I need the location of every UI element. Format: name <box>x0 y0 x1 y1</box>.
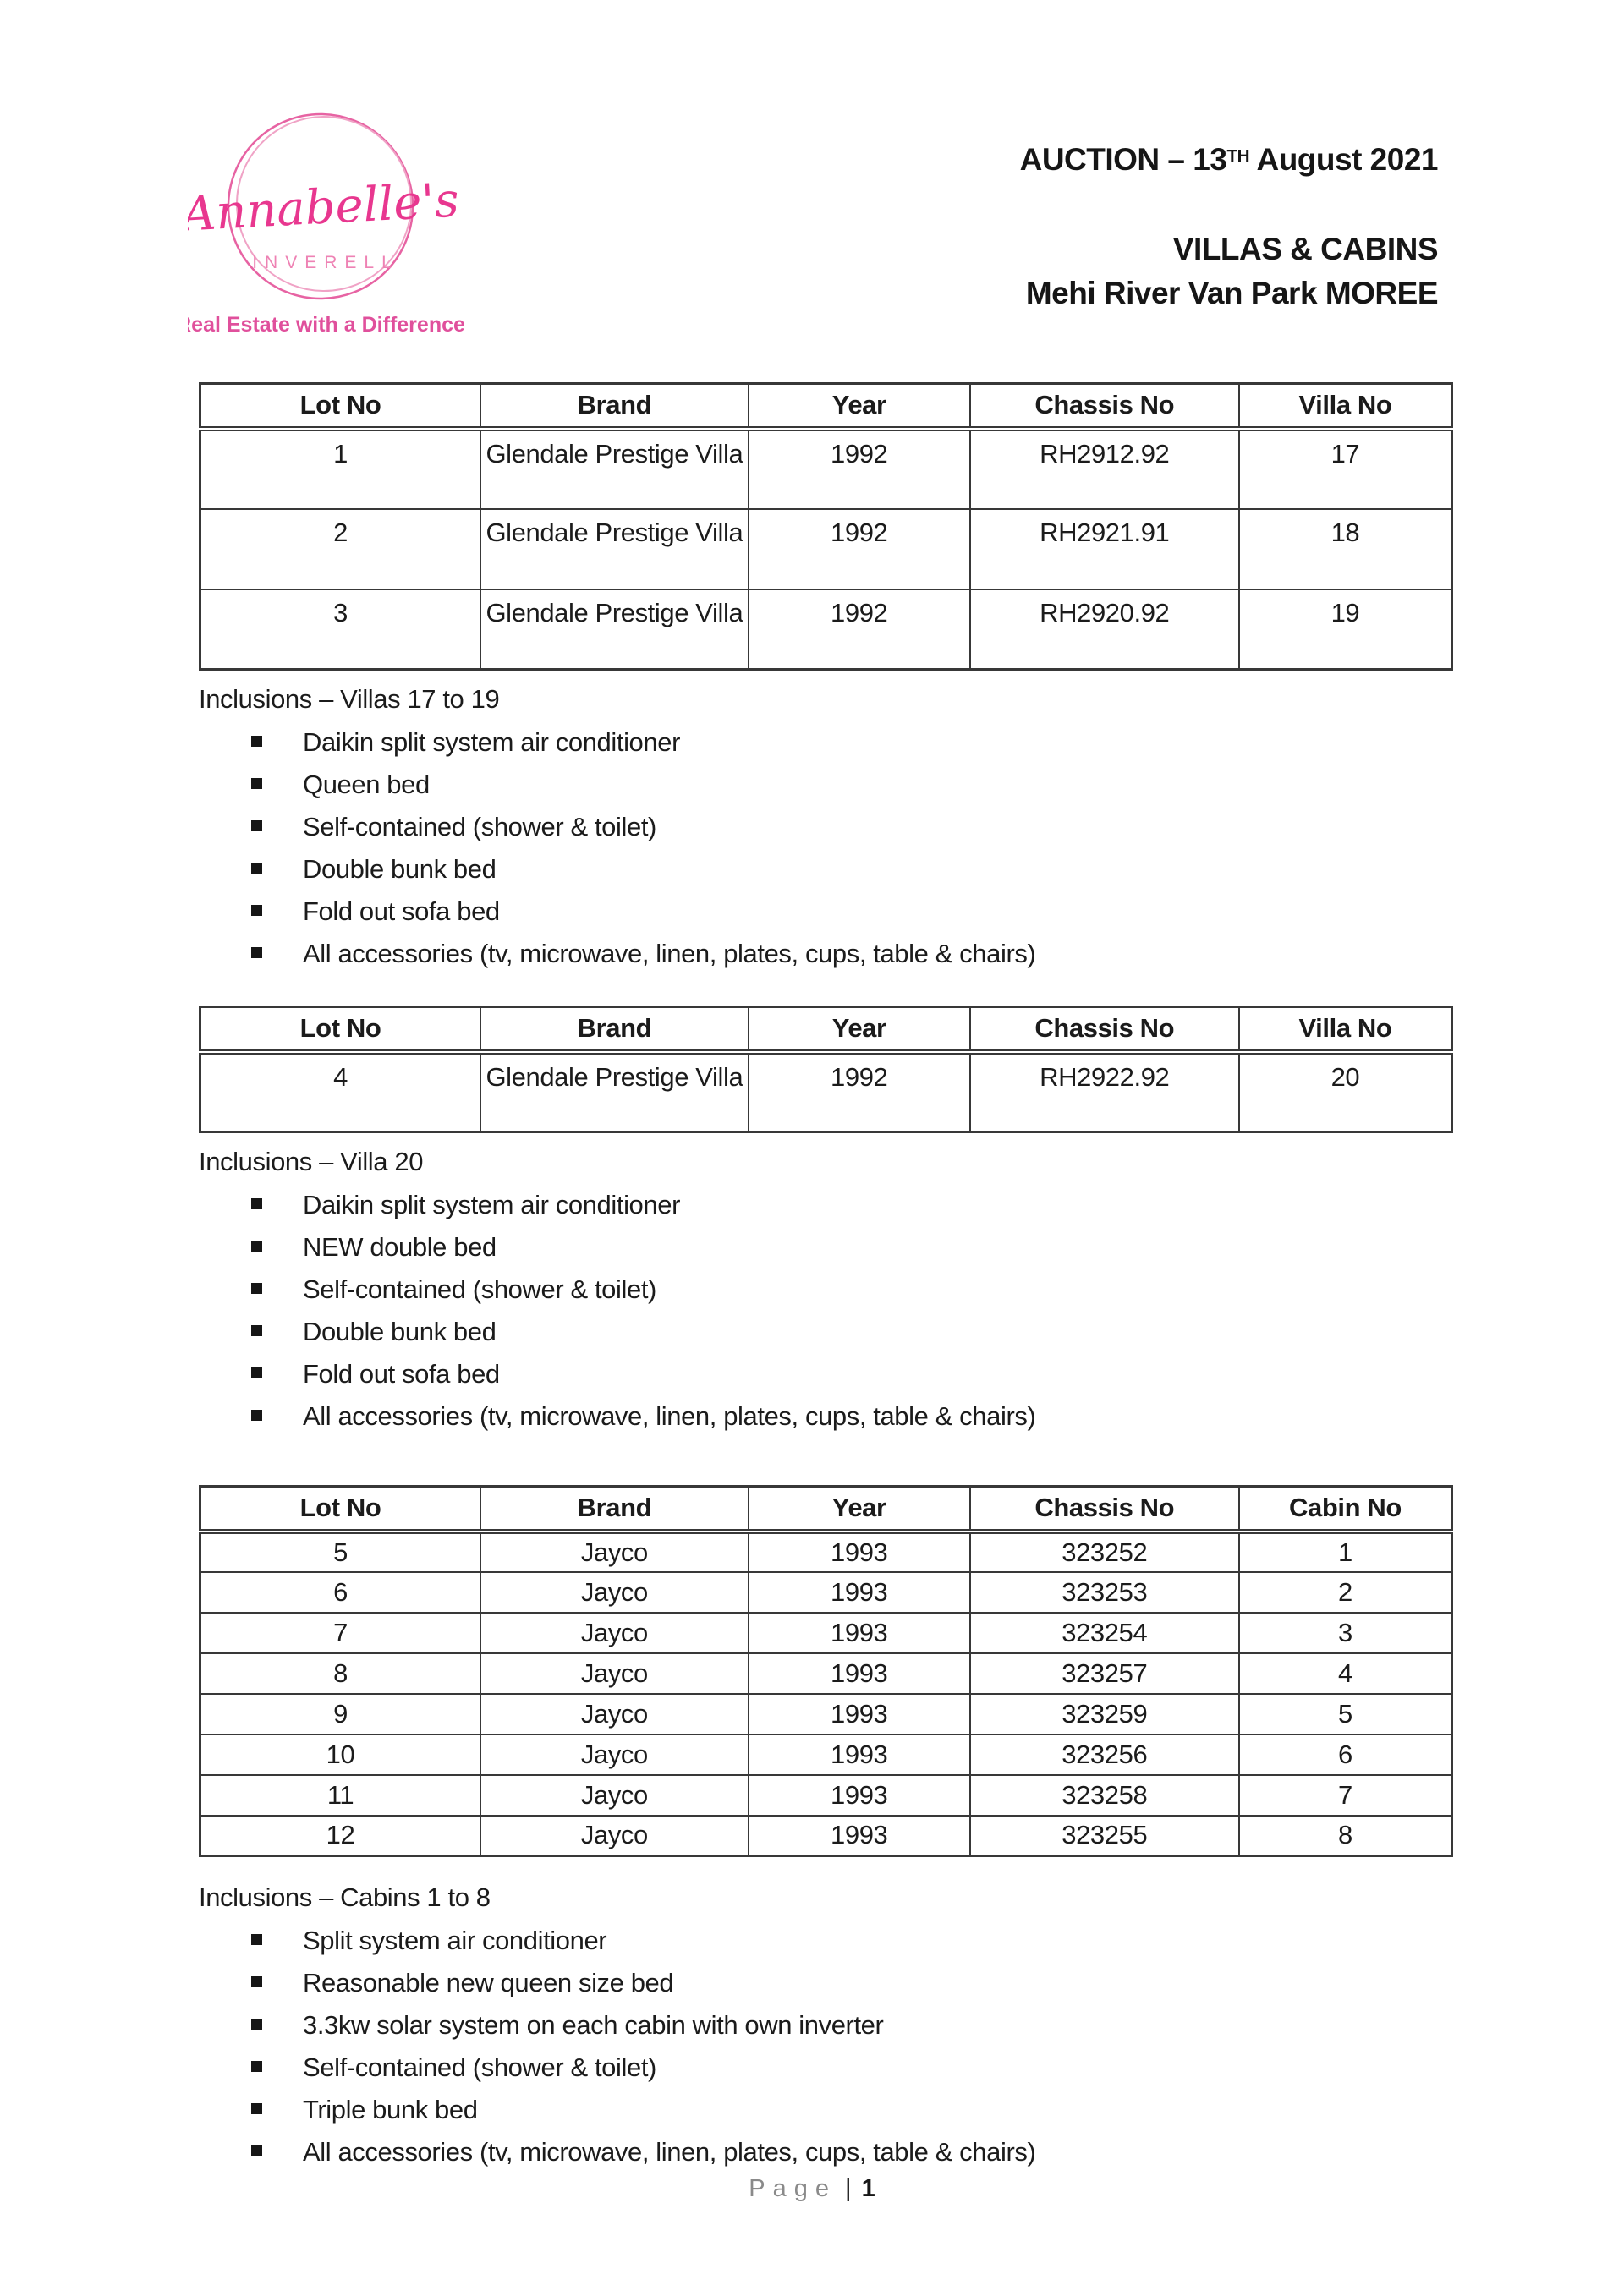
cell-chassis-no: RH2912.92 <box>970 429 1239 509</box>
cell-lot-no: 2 <box>200 509 481 589</box>
page-separator: | <box>845 2175 852 2202</box>
col-header-lot-no: Lot No <box>200 1007 481 1052</box>
cell-year: 1993 <box>749 1816 970 1856</box>
villas-table-2 <box>199 1006 1453 1133</box>
cell-brand: Jayco <box>480 1532 749 1572</box>
cell-lot-no: 8 <box>200 1653 481 1694</box>
cell-chassis-no: 323255 <box>970 1816 1239 1856</box>
cell-lot-no: 10 <box>200 1734 481 1775</box>
list-item <box>199 1274 1453 1316</box>
cell-chassis-no: RH2920.92 <box>970 589 1239 670</box>
list-item <box>199 2009 1453 2052</box>
bullet-square-icon <box>251 2019 262 2030</box>
inclusion-item: Triple bunk bed <box>303 2095 478 2124</box>
inclusion-item: Daikin split system air conditioner <box>303 1190 681 1219</box>
cell-year: 1993 <box>749 1572 970 1613</box>
page-footer <box>0 2175 1624 2203</box>
inclusions-heading-villa-20: Inclusions – Villa 20 <box>199 1147 424 1176</box>
col-header-chassis-no: Chassis No <box>970 1487 1239 1532</box>
col-header-lot-no: Lot No <box>200 1487 481 1532</box>
inclusion-item: Double bunk bed <box>303 854 497 884</box>
list-item <box>199 938 1453 980</box>
table-row <box>200 1816 1452 1856</box>
cell-brand: Jayco <box>480 1613 749 1653</box>
logo-script-text: Annabelle's <box>188 173 461 243</box>
list-item <box>199 811 1453 853</box>
inclusions-heading-villas-17-19: Inclusions – Villas 17 to 19 <box>199 684 500 714</box>
cell-year: 1992 <box>749 429 970 509</box>
auction-title-suffix: August 2021 <box>1249 142 1438 177</box>
cell-brand: Jayco <box>480 1775 749 1816</box>
cell-chassis-no: 323254 <box>970 1613 1239 1653</box>
table-row <box>200 1653 1452 1694</box>
inclusion-item: Split system air conditioner <box>303 1926 607 1955</box>
cell-lot-no: 9 <box>200 1694 481 1734</box>
cell-lot-no: 7 <box>200 1613 481 1653</box>
cell-year: 1992 <box>749 589 970 670</box>
inclusions-list-villa-20 <box>199 1189 1453 1443</box>
cabins-table <box>199 1485 1453 1857</box>
inclusion-item: Self-contained (shower & toilet) <box>303 812 656 841</box>
table-header-row <box>200 1007 1452 1052</box>
cell-year: 1993 <box>749 1653 970 1694</box>
list-item <box>199 1231 1453 1274</box>
inclusion-item: Fold out sofa bed <box>303 1359 500 1389</box>
cell-brand: Jayco <box>480 1734 749 1775</box>
cell-year: 1993 <box>749 1694 970 1734</box>
bullet-square-icon <box>251 2061 262 2072</box>
list-item <box>199 2052 1453 2094</box>
table-row <box>200 589 1452 670</box>
cell-lot-no: 12 <box>200 1816 481 1856</box>
bullet-square-icon <box>251 947 262 958</box>
cell-year: 1993 <box>749 1613 970 1653</box>
col-header-brand: Brand <box>480 384 749 429</box>
inclusion-item: Fold out sofa bed <box>303 896 500 926</box>
cell-brand: Glendale Prestige Villa <box>480 589 749 670</box>
cell-brand: Glendale Prestige Villa <box>480 429 749 509</box>
cell-villa-no: 20 <box>1239 1052 1452 1132</box>
cell-chassis-no: 323253 <box>970 1572 1239 1613</box>
cell-brand: Jayco <box>480 1694 749 1734</box>
table-row <box>200 1052 1452 1132</box>
cell-lot-no: 5 <box>200 1532 481 1572</box>
content-column <box>199 382 1453 2178</box>
bullet-square-icon <box>251 778 262 789</box>
cell-lot-no: 4 <box>200 1052 481 1132</box>
page-number: 1 <box>861 2175 875 2202</box>
bullet-square-icon <box>251 736 262 747</box>
cell-chassis-no: RH2921.91 <box>970 509 1239 589</box>
auction-subtitle: VILLAS & CABINS <box>1172 232 1438 266</box>
list-item <box>199 1358 1453 1400</box>
table-header-row <box>200 1487 1452 1532</box>
col-header-year: Year <box>749 384 970 429</box>
table-row <box>200 1572 1452 1613</box>
bullet-square-icon <box>251 1198 262 1209</box>
cell-cabin-no: 4 <box>1239 1653 1452 1694</box>
cell-brand: Glendale Prestige Villa <box>480 509 749 589</box>
cell-brand: Jayco <box>480 1572 749 1613</box>
inclusion-item: Self-contained (shower & toilet) <box>303 1274 656 1304</box>
auction-title <box>1020 140 1438 184</box>
cell-chassis-no: RH2922.92 <box>970 1052 1239 1132</box>
cell-cabin-no: 2 <box>1239 1572 1452 1613</box>
bullet-square-icon <box>251 905 262 916</box>
list-item <box>199 896 1453 938</box>
logo-tagline-text: Real Estate with a Difference <box>188 313 465 337</box>
list-item <box>199 726 1453 769</box>
logo-location-text: INVERELL <box>252 253 399 272</box>
bullet-square-icon <box>251 820 262 831</box>
list-item <box>199 853 1453 896</box>
cell-year: 1993 <box>749 1775 970 1816</box>
bullet-square-icon <box>251 2103 262 2114</box>
cell-brand: Jayco <box>480 1816 749 1856</box>
cell-cabin-no: 3 <box>1239 1613 1452 1653</box>
list-item <box>199 1316 1453 1358</box>
cell-cabin-no: 6 <box>1239 1734 1452 1775</box>
inclusions-list-villas-17-19 <box>199 726 1453 980</box>
page-header <box>1020 140 1438 313</box>
col-header-villa-no: Villa No <box>1239 384 1452 429</box>
cell-chassis-no: 323259 <box>970 1694 1239 1734</box>
table-header-row <box>200 384 1452 429</box>
bullet-square-icon <box>251 1325 262 1336</box>
cell-brand: Glendale Prestige Villa <box>480 1052 749 1132</box>
auction-title-ordinal: TH <box>1226 145 1250 166</box>
villas-table-1 <box>199 382 1453 671</box>
col-header-cabin-no: Cabin No <box>1239 1487 1452 1532</box>
inclusion-item: Reasonable new queen size bed <box>303 1968 674 1997</box>
inclusion-item: Double bunk bed <box>303 1317 497 1346</box>
bullet-square-icon <box>251 1410 262 1421</box>
bullet-square-icon <box>251 1241 262 1252</box>
cell-year: 1992 <box>749 509 970 589</box>
cell-chassis-no: 323257 <box>970 1653 1239 1694</box>
list-item <box>199 2094 1453 2136</box>
cell-cabin-no: 8 <box>1239 1816 1452 1856</box>
inclusion-item: All accessories (tv, microwave, linen, plates, cups, table & chairs) <box>303 1401 1036 1431</box>
cell-brand: Jayco <box>480 1653 749 1694</box>
inclusion-item: All accessories (tv, microwave, linen, plates, cups, table & chairs) <box>303 2137 1036 2167</box>
col-header-lot-no: Lot No <box>200 384 481 429</box>
inclusions-heading-cabins-1-8: Inclusions – Cabins 1 to 8 <box>199 1882 491 1912</box>
list-item <box>199 1925 1453 1967</box>
cell-year: 1992 <box>749 1052 970 1132</box>
cell-year: 1993 <box>749 1734 970 1775</box>
inclusion-item: Self-contained (shower & toilet) <box>303 2052 656 2082</box>
table-row <box>200 1613 1452 1653</box>
col-header-year: Year <box>749 1007 970 1052</box>
col-header-villa-no: Villa No <box>1239 1007 1452 1052</box>
cell-lot-no: 3 <box>200 589 481 670</box>
cell-cabin-no: 1 <box>1239 1532 1452 1572</box>
cell-chassis-no: 323256 <box>970 1734 1239 1775</box>
auction-title-prefix: AUCTION – 13 <box>1019 142 1227 177</box>
cell-lot-no: 1 <box>200 429 481 509</box>
table-row <box>200 1775 1452 1816</box>
cell-chassis-no: 323258 <box>970 1775 1239 1816</box>
list-item <box>199 2136 1453 2178</box>
inclusion-item: All accessories (tv, microwave, linen, plates, cups, table & chairs) <box>303 939 1036 968</box>
col-header-brand: Brand <box>480 1487 749 1532</box>
page-label: Page <box>749 2175 837 2202</box>
cell-cabin-no: 7 <box>1239 1775 1452 1816</box>
col-header-chassis-no: Chassis No <box>970 384 1239 429</box>
col-header-chassis-no: Chassis No <box>970 1007 1239 1052</box>
list-item <box>199 1189 1453 1231</box>
annabelles-logo <box>188 78 467 348</box>
table-row <box>200 1694 1452 1734</box>
inclusion-item: Daikin split system air conditioner <box>303 727 681 757</box>
bullet-square-icon <box>251 2145 262 2156</box>
bullet-square-icon <box>251 1367 262 1378</box>
table-row <box>200 1532 1452 1572</box>
list-item <box>199 1967 1453 2009</box>
inclusion-item: 3.3kw solar system on each cabin with own inverter <box>303 2010 884 2040</box>
cell-chassis-no: 323252 <box>970 1532 1239 1572</box>
list-item <box>199 1400 1453 1443</box>
bullet-square-icon <box>251 1934 262 1945</box>
cell-year: 1993 <box>749 1532 970 1572</box>
inclusion-item: Queen bed <box>303 770 430 799</box>
bullet-square-icon <box>251 1283 262 1294</box>
cell-lot-no: 11 <box>200 1775 481 1816</box>
inclusions-list-cabins-1-8 <box>199 1925 1453 2178</box>
auction-venue: Mehi River Van Park MOREE <box>1025 276 1438 310</box>
col-header-brand: Brand <box>480 1007 749 1052</box>
bullet-square-icon <box>251 1976 262 1987</box>
cell-lot-no: 6 <box>200 1572 481 1613</box>
table-row <box>200 509 1452 589</box>
inclusion-item: NEW double bed <box>303 1232 497 1262</box>
list-item <box>199 769 1453 811</box>
bullet-square-icon <box>251 863 262 874</box>
cell-villa-no: 18 <box>1239 509 1452 589</box>
cell-cabin-no: 5 <box>1239 1694 1452 1734</box>
col-header-year: Year <box>749 1487 970 1532</box>
table-row <box>200 1734 1452 1775</box>
cell-villa-no: 17 <box>1239 429 1452 509</box>
table-row <box>200 429 1452 509</box>
logo-graphic <box>188 78 467 344</box>
cell-villa-no: 19 <box>1239 589 1452 670</box>
